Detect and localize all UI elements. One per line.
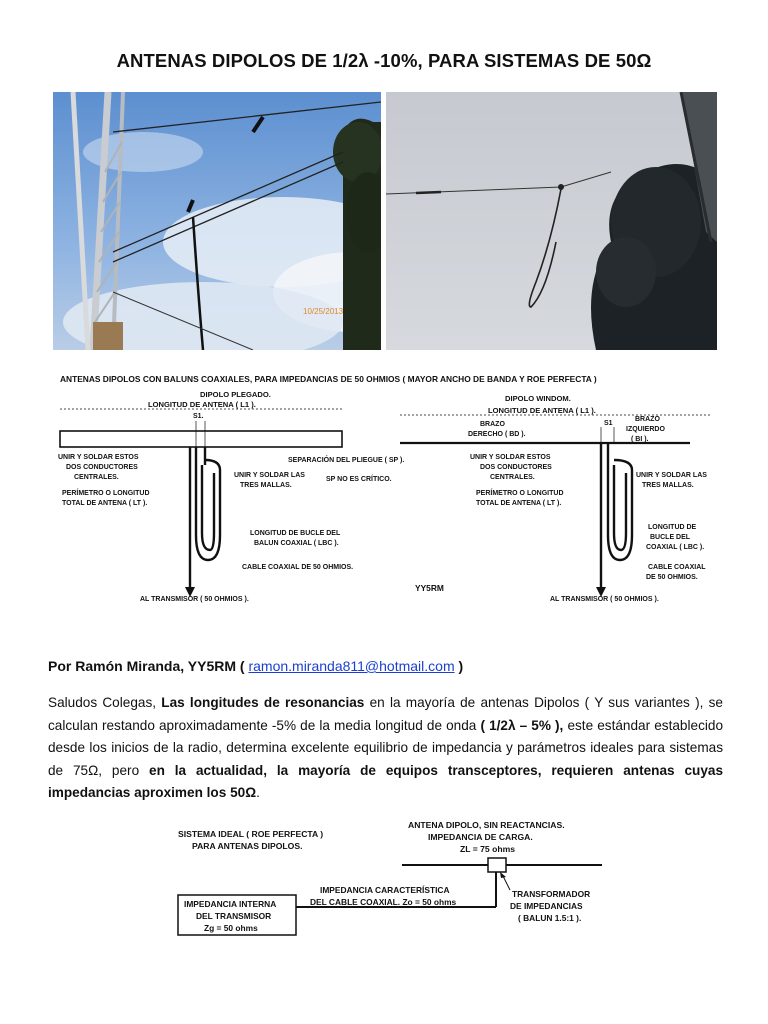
left-arm-label-2: IZQUIERDO xyxy=(626,426,665,433)
windom-length-label: LONGITUD DE ANTENA ( L1 ). xyxy=(488,406,596,415)
byline xyxy=(48,658,463,674)
balun-label-2: DE IMPEDANCIAS xyxy=(510,901,583,911)
join-center-label-3: CENTRALES. xyxy=(74,474,119,481)
loop-label: LONGITUD DE BUCLE DEL xyxy=(250,530,341,537)
folded-dipole-element xyxy=(60,431,342,447)
cable-label-2: DEL CABLE COAXIAL. Zo = 50 ohms xyxy=(310,897,457,907)
para-text-2: en la mayoría de antenas Dipolos ( Y sus variantes ), se calculan restando aproximadamente -5% de la media longitud de onda xyxy=(48,695,723,733)
byline-suffix: ) xyxy=(454,658,464,674)
antenna-label: ANTENA DIPOLO, SIN REACTANCIAS. xyxy=(408,820,565,830)
balun-box xyxy=(488,858,506,872)
para-bold-3: en la actualidad, la mayoría de equipos transceptores, requieren antenas cuyas impedancias aproximen los 50Ω xyxy=(48,762,724,800)
para-bold-2: ( 1/2λ – 5% ), xyxy=(480,717,564,733)
fold-sep-label: SEPARACIÓN DEL PLIEGUE ( SP ). xyxy=(288,457,405,464)
balun-dipoles-diagram xyxy=(50,365,725,610)
windom-loop-2: BUCLE DEL xyxy=(650,534,691,541)
windom-join-center-2: DOS CONDUCTORES xyxy=(480,464,552,471)
windom-tx-label: AL TRANSMISOR ( 50 OHMIOS ). xyxy=(550,596,659,603)
windom-perimeter-2: TOTAL DE ANTENA ( LT ). xyxy=(476,500,562,507)
right-arm-label-2: DERECHO ( BD ). xyxy=(468,431,526,438)
cable-label: IMPEDANCIA CARACTERÍSTICA xyxy=(320,885,450,895)
ideal-label-2: PARA ANTENAS DIPOLOS. xyxy=(192,841,303,851)
coax-label: CABLE COAXIAL DE 50 OHMIOS. xyxy=(242,564,354,571)
para-text-1: Saludos Colegas, xyxy=(48,695,162,710)
byline-prefix: Por Ramón Miranda, YY5RM ( xyxy=(48,658,249,674)
photo-windom-dipole xyxy=(386,92,717,350)
balun-label: TRANSFORMADOR xyxy=(512,889,591,899)
para-bold-1: Las longitudes de resonancias xyxy=(161,695,365,710)
para-text-4: . xyxy=(256,785,260,800)
windom-join-mesh: UNIR Y SOLDAR LAS xyxy=(636,472,707,479)
length-label: LONGITUD DE ANTENA ( L1 ). xyxy=(148,400,256,409)
diagram-heading: ANTENAS DIPOLOS CON BALUNS COAXIALES, PARA IMPEDANCIAS DE 50 OHMIOS ( MAYOR ANCHO DE BANDA Y ROE PERFECTA ) xyxy=(60,374,597,384)
windom-loop: LONGITUD DE xyxy=(648,524,697,531)
windom-dipole-label: DIPOLO WINDOM. xyxy=(505,394,571,403)
join-center-label-2: DOS CONDUCTORES xyxy=(66,464,138,471)
tx-box-label-2: DEL TRANSMISOR xyxy=(196,911,272,921)
tx-box-label: IMPEDANCIA INTERNA xyxy=(184,899,277,909)
author-tag: YY5RM xyxy=(415,583,444,593)
windom-join-mesh-2: TRES MALLAS. xyxy=(642,482,694,489)
s1-label: S1. xyxy=(193,413,204,420)
balun-label-3: ( BALUN 1.5:1 ). xyxy=(518,913,582,923)
tx-box-label-3: Zg = 50 ohms xyxy=(204,923,258,933)
windom-loop-3: COAXIAL ( LBC ). xyxy=(646,544,705,551)
windom-join-center: UNIR Y SOLDAR ESTOS xyxy=(470,454,551,461)
left-arm-label: BRAZO xyxy=(635,416,660,423)
sp-note-label: SP NO ES CRÍTICO. xyxy=(326,476,392,483)
join-mesh-label: UNIR Y SOLDAR LAS xyxy=(234,472,305,479)
windom-perimeter: PERÍMETRO O LONGITUD xyxy=(476,490,564,497)
perimeter-label: PERÍMETRO O LONGITUD xyxy=(62,490,150,497)
windom-s1-label: S1 xyxy=(604,420,613,427)
intro-paragraph xyxy=(48,692,723,805)
antenna-label-2: IMPEDANCIA DE CARGA. xyxy=(428,832,533,842)
loop-label-2: BALUN COAXIAL ( LBC ). xyxy=(254,540,339,547)
ideal-label: SISTEMA IDEAL ( ROE PERFECTA ) xyxy=(178,829,324,839)
perimeter-label-2: TOTAL DE ANTENA ( LT ). xyxy=(62,500,148,507)
windom-join-center-3: CENTRALES. xyxy=(490,474,535,481)
tx-label: AL TRANSMISOR ( 50 OHMIOS ). xyxy=(140,596,249,603)
antenna-label-3: ZL = 75 ohms xyxy=(460,844,516,854)
photo-folded-dipole xyxy=(53,92,381,350)
join-mesh-label-2: TRES MALLAS. xyxy=(240,482,292,489)
windom-coax: CABLE COAXIAL xyxy=(648,564,706,571)
windom-coax-2: DE 50 OHMIOS. xyxy=(646,574,698,581)
page-title: ANTENAS DIPOLOS DE 1/2λ -10%, PARA SISTEMAS DE 50Ω xyxy=(116,50,652,71)
join-center-label: UNIR Y SOLDAR ESTOS xyxy=(58,454,139,461)
folded-dipole-label: DIPOLO PLEGADO. xyxy=(200,390,271,399)
email-link[interactable]: ramon.miranda811@hotmail.com xyxy=(248,658,455,674)
left-arm-label-3: ( BI ). xyxy=(631,436,649,443)
photo-date-stamp: 10/25/2013 xyxy=(303,307,344,316)
right-arm-label: BRAZO xyxy=(480,421,505,428)
para-text-3: este estándar establecido desde los inicios de la radio, determina excelente equilibrio de impedancia y parámetros ideales para sistemas de 75Ω, pero xyxy=(48,717,724,778)
ideal-system-diagram xyxy=(170,815,610,940)
